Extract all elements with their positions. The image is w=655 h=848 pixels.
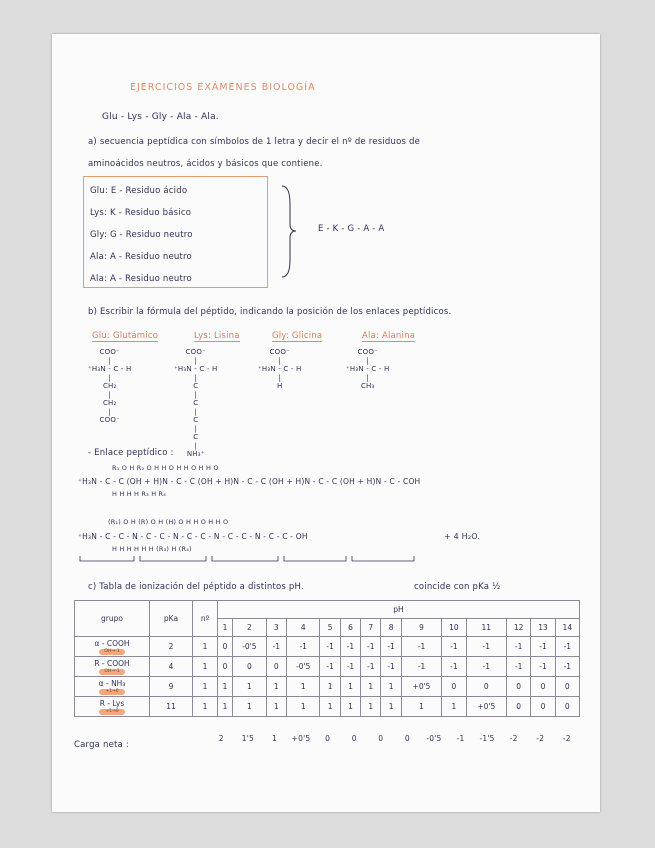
charge-cell: 1 — [218, 677, 233, 697]
n-cell: 1 — [193, 677, 218, 697]
n-cell: 1 — [193, 657, 218, 677]
charge-badge: OH→-1 — [99, 649, 125, 655]
charge-cell: +0'5 — [466, 697, 506, 717]
net-charge-value: -2 — [562, 734, 571, 743]
charge-cell: 1 — [286, 697, 320, 717]
net-charge-value: 0 — [351, 734, 357, 743]
charge-cell: 0 — [507, 697, 531, 717]
pka-cell: 11 — [150, 697, 193, 717]
net-charge-value: 0 — [378, 734, 384, 743]
charge-cell: -0'5 — [233, 637, 267, 657]
ph-cell: 9 — [401, 619, 441, 637]
net-charge-value: 0 — [325, 734, 331, 743]
charge-cell: -1 — [401, 637, 441, 657]
ionization-table — [74, 600, 580, 717]
residue-brackets — [78, 554, 418, 564]
residue-list — [90, 180, 193, 290]
group-cell: R - Lys +1→0 — [75, 697, 150, 717]
ph-cell: 13 — [531, 619, 555, 637]
charge-cell: 1 — [442, 697, 466, 717]
table-header-row — [75, 601, 580, 619]
charge-cell: -1 — [320, 637, 340, 657]
charge-cell: -1 — [531, 657, 555, 677]
charge-cell: 1 — [218, 697, 233, 717]
lys-structure: COO⁻ | ⁺H₃N - C - H | C | C | C | C | NH₃⁺ — [174, 348, 218, 458]
charge-cell: -1 — [266, 637, 286, 657]
ph-cell: 4 — [286, 619, 320, 637]
part-c-text: c) Tabla de ionización del péptido a distintos pH. — [88, 582, 304, 592]
net-charge-value: 1'5 — [241, 734, 254, 743]
net-charge-row — [208, 734, 580, 750]
brace-icon — [278, 184, 298, 279]
table-row — [75, 677, 580, 697]
notebook-page — [52, 34, 600, 812]
charge-cell: 1 — [401, 697, 441, 717]
net-charge-value: 2 — [218, 734, 224, 743]
ph-cell: 10 — [442, 619, 466, 637]
aa-name-gly: Gly: Glicina — [272, 331, 323, 341]
one-letter-answer: E - K - G - A - A — [318, 224, 385, 234]
charge-cell: 0 — [531, 677, 555, 697]
residue-row: Ala: A - Residuo neutro — [90, 274, 192, 284]
pka-cell: 9 — [150, 677, 193, 697]
header-n: nº — [193, 601, 218, 637]
ph-cell: 2 — [233, 619, 267, 637]
glu-structure: COO⁻ | ⁺H₃N - C - H | CH₂ | CH₂ | COO⁻ — [88, 348, 132, 424]
header-group: grupo — [75, 601, 150, 637]
net-charge-value: -0'5 — [426, 734, 442, 743]
aa-name-ala: Ala: Alanina — [362, 331, 416, 341]
table-row — [75, 637, 580, 657]
charge-cell: -1 — [507, 637, 531, 657]
pka-cell: 4 — [150, 657, 193, 677]
charge-cell: -1 — [320, 657, 340, 677]
charge-cell: -1 — [531, 637, 555, 657]
charge-cell: 1 — [340, 677, 360, 697]
net-charge-value: 0 — [404, 734, 410, 743]
ph-cell: 5 — [320, 619, 340, 637]
charge-cell: 1 — [266, 697, 286, 717]
ph-cell: 1 — [218, 619, 233, 637]
ph-cell: 11 — [466, 619, 506, 637]
peptide-product: ⁺H₃N - C - C - N - C - C - N - C - C - N - C - C - N - C - C - OH — [78, 532, 308, 541]
charge-cell: -1 — [381, 657, 401, 677]
charge-cell: -1 — [340, 637, 360, 657]
net-charge-value: -1'5 — [479, 734, 495, 743]
charge-cell: 0 — [555, 677, 579, 697]
charge-cell: 1 — [320, 677, 340, 697]
part-c-note: coincide con pKa ½ — [414, 582, 501, 592]
charge-badge: OH→-1 — [99, 669, 125, 675]
charge-cell: -1 — [361, 657, 381, 677]
net-charge-value: +0'5 — [291, 734, 311, 743]
charge-cell: 1 — [381, 677, 401, 697]
ph-cell: 6 — [340, 619, 360, 637]
charge-cell: 0 — [266, 657, 286, 677]
peptide-bond-label: - Enlace peptídico : — [88, 448, 174, 458]
charge-cell: 0 — [466, 677, 506, 697]
water-product: + 4 H₂O. — [444, 532, 481, 541]
part-a-line1: a) secuencia peptídica con símbolos de 1 letra y decir el nº de residuos de — [88, 137, 421, 147]
ala-structure: COO⁻ | ⁺H₃N - C - H | CH₃ — [346, 348, 390, 390]
net-charge-value: -2 — [536, 734, 545, 743]
residue-row: Glu: E - Residuo ácido — [90, 186, 188, 196]
charge-cell: 0 — [442, 677, 466, 697]
header-pka: pKa — [150, 601, 193, 637]
product-top-labels: (R₁) O H (R) O H (H) O H H O H H O — [108, 518, 229, 526]
group-cell: α - NH₃ +1→0 — [75, 677, 150, 697]
charge-badge: +1→0 — [99, 709, 125, 715]
charge-cell: -1 — [555, 637, 579, 657]
charge-cell: 0 — [218, 637, 233, 657]
ph-cell: 14 — [555, 619, 579, 637]
charge-cell: -1 — [401, 657, 441, 677]
charge-cell: 0 — [507, 677, 531, 697]
charge-cell: 0 — [233, 657, 267, 677]
group-cell: α - COOH OH→-1 — [75, 637, 150, 657]
charge-cell: +0'5 — [401, 677, 441, 697]
charge-cell: 1 — [381, 697, 401, 717]
reaction-top-labels: R₁ O H R₂ O H H O H H O H H O — [112, 464, 219, 472]
charge-cell: -1 — [442, 637, 466, 657]
n-cell: 1 — [193, 637, 218, 657]
part-b-text: b) Escribir la fórmula del péptido, indicando la posición de los enlaces peptídicos. — [88, 307, 452, 317]
aa-name-glu: Glu: Glutámico — [92, 331, 159, 341]
net-charge-value: -1 — [456, 734, 465, 743]
charge-cell: -1 — [340, 657, 360, 677]
net-charge-label: Carga neta : — [74, 740, 129, 750]
charge-cell: 1 — [233, 697, 267, 717]
charge-cell: -1 — [442, 657, 466, 677]
charge-cell: 0 — [555, 697, 579, 717]
ph-cell: 3 — [266, 619, 286, 637]
ph-cell: 12 — [507, 619, 531, 637]
charge-cell: -1 — [361, 637, 381, 657]
condensation-reaction: ⁺H₃N - C - C (OH + H)N - C - C (OH + H)N - C - C (OH + H)N - C - C (OH + H)N - C - COH — [78, 477, 421, 486]
charge-cell: -1 — [555, 657, 579, 677]
charge-cell: 1 — [320, 697, 340, 717]
net-charge-value: -2 — [509, 734, 518, 743]
residue-row: Gly: G - Residuo neutro — [90, 230, 193, 240]
n-cell: 1 — [193, 697, 218, 717]
charge-cell: 1 — [286, 677, 320, 697]
residue-row: Ala: A - Residuo neutro — [90, 252, 192, 262]
table-row — [75, 697, 580, 717]
residue-row: Lys: K - Residuo básico — [90, 208, 192, 218]
pka-cell: 2 — [150, 637, 193, 657]
peptide-sequence: Glu - Lys - Gly - Ala - Ala. — [102, 112, 219, 122]
ph-cell: 7 — [361, 619, 381, 637]
group-cell: R - COOH OH→-1 — [75, 657, 150, 677]
net-charge-value: 1 — [271, 734, 277, 743]
charge-cell: -1 — [466, 637, 506, 657]
charge-cell: 0 — [531, 697, 555, 717]
part-a-line2: aminoácidos neutros, ácidos y básicos que contiene. — [88, 159, 323, 169]
product-bottom-labels: H H H H H H (R₃) H (R₄) — [112, 545, 192, 553]
charge-cell: -1 — [466, 657, 506, 677]
aa-name-lys: Lys: Lisina — [194, 331, 240, 341]
charge-cell: 1 — [361, 697, 381, 717]
charge-cell: 1 — [233, 677, 267, 697]
charge-badge: +1→0 — [99, 689, 125, 695]
page-title: EJERCICIOS EXÁMENES BIOLOGÍA — [130, 82, 316, 93]
gly-structure: COO⁻ | ⁺H₃N - C - H | H — [258, 348, 302, 390]
charge-cell: -0'5 — [286, 657, 320, 677]
charge-cell: -1 — [507, 657, 531, 677]
header-ph: pH — [218, 601, 580, 619]
table-row — [75, 657, 580, 677]
charge-cell: -1 — [381, 637, 401, 657]
charge-cell: 0 — [218, 657, 233, 677]
charge-cell: 1 — [361, 677, 381, 697]
reaction-bottom-labels: H H H H R₃ H R₄ — [112, 490, 167, 498]
charge-cell: -1 — [286, 637, 320, 657]
charge-cell: 1 — [266, 677, 286, 697]
charge-cell: 1 — [340, 697, 360, 717]
ph-cell: 8 — [381, 619, 401, 637]
